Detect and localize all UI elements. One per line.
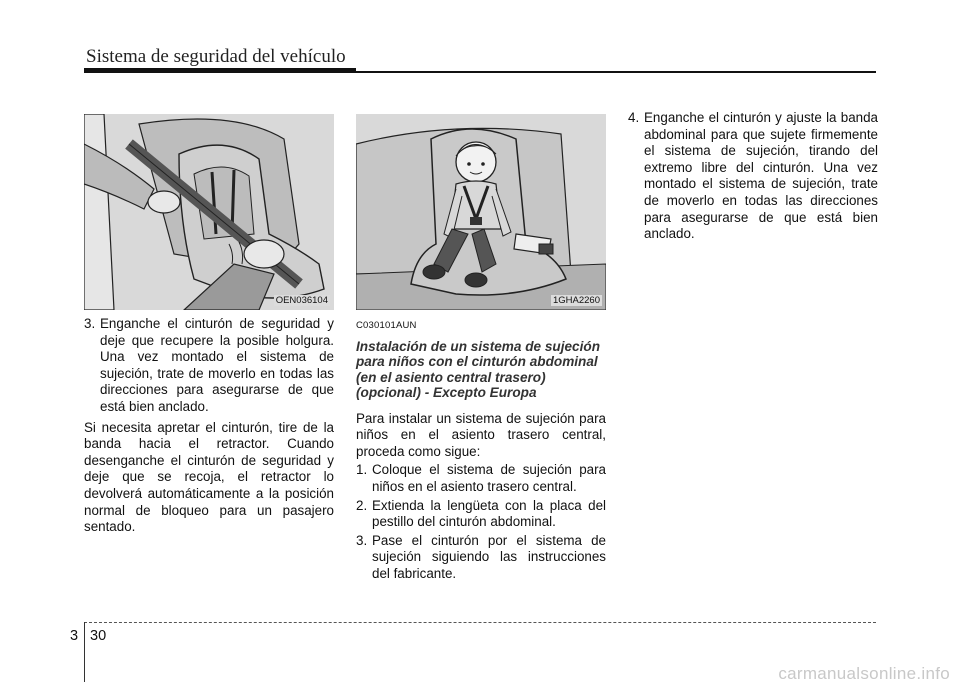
page-number: 30 (90, 628, 107, 644)
step-text: Coloque el sistema de sujeción para niños en el asiento trasero central. (372, 462, 606, 494)
step-item-1 (356, 462, 606, 495)
step-number: 1. (356, 462, 368, 478)
step-number: 3. (84, 316, 96, 331)
figure-label: 1GHA2260 (552, 295, 600, 306)
section-code: C030101AUN (356, 320, 417, 331)
watermark-text: carmanualsonline.info (778, 664, 950, 683)
step-item-4 (628, 110, 878, 243)
step-number: 2. (356, 497, 368, 513)
text-column-3 (628, 110, 878, 243)
section-subheading: Instalación de un sistema de sujeción para niños con el cinturón abdominal (en el asiento central trasero) (opcional) - Excepto Europa (356, 338, 601, 401)
text-column-1 (84, 316, 334, 536)
child-seat-illustration (356, 114, 606, 310)
step-number: 3. (356, 532, 368, 548)
footer-rule (84, 622, 876, 623)
step-text: Extienda la lengüeta con la placa del pestillo del cinturón abdominal. (372, 497, 606, 530)
belt-tightening-illustration (84, 114, 334, 310)
intro-paragraph: Para instalar un sistema de sujeción para niños en el asiento trasero central, proceda como sigue: (356, 410, 606, 459)
step-number: 4. (628, 110, 640, 125)
body-paragraph: Si necesita apretar el cinturón, tire de la banda hacia el retractor. Cuando desenganche el cinturón de seguridad y deje que se recoja, el retractor lo devolverá automáticamente a la posición normal de bloqueo para un pasajero sentado. (84, 419, 334, 535)
step-item-2 (356, 498, 606, 531)
figure-label: OEN036104 (275, 295, 328, 306)
step-item-3 (84, 316, 334, 416)
step-text: Enganche el cinturón y ajuste la banda abdominal para que sujete firmemente el sistema de sujeción, tirando del extremo libre del cinturón. Una vez montado el sistema de sujeción, trate de moverlo en todas las direcciones para asegurarse de que está bien anclado. (644, 110, 878, 242)
footer-divider (84, 622, 85, 682)
text-column-2 (356, 316, 606, 583)
step-text: Pase el cinturón por el sistema de sujeción siguiendo las instrucciones del fabricante. (372, 532, 606, 581)
page-header-title: Sistema de seguridad del vehículo (86, 46, 346, 67)
step-text: Enganche el cinturón de seguridad y deje que recupere la posible holgura. Una vez montado el sistema de sujeción, trate de moverlo en todas las direcciones para asegurarse de que está bien anclado. (100, 316, 334, 414)
header-rule-thin (84, 71, 876, 73)
figure-belt-tightening (84, 114, 334, 310)
page-section-number: 3 (70, 628, 79, 644)
figure-child-seat (356, 114, 606, 310)
step-item-3 (356, 533, 606, 583)
